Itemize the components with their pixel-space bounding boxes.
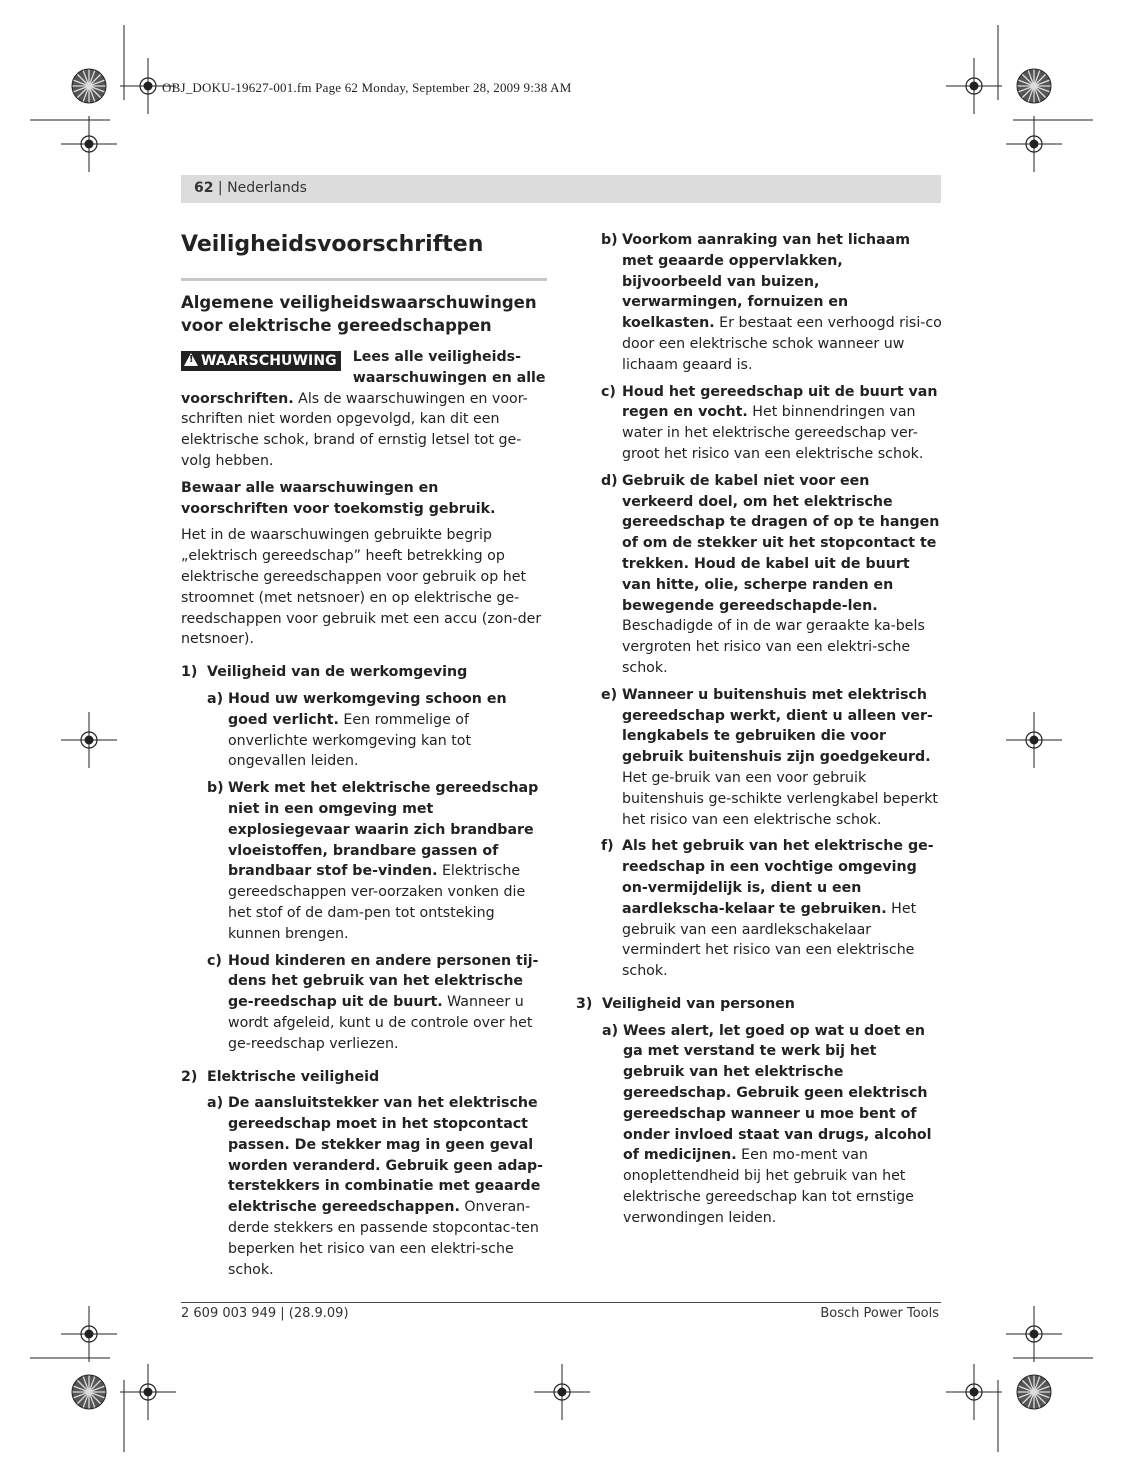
item-bold-text: Voorkom aanraking van het lichaam met geaarde oppervlakken, bijvoorbeeld van buizen, verwarmingen, fornuizen en koelkasten. [622, 232, 911, 332]
section-title: Elektrische veiligheid [207, 1068, 380, 1085]
section-1-heading [181, 662, 547, 683]
warning-paragraph [181, 347, 547, 472]
item-marker: b) [601, 232, 618, 248]
warning-body-text: Als de waarschuwingen en voor-schriften niet worden opgevolgd, kan dit een elektrische schok, brand of ernstig letsel tot ge-volg hebben. [181, 390, 528, 469]
item-text: Onveran-derde stekkers en passende stopcontac-ten beperken het risico van een elektri-sche schok. [228, 1199, 539, 1278]
item-bold-text: Wees alert, let goed op wat u doet en ga met verstand te werk bij het gebruik van het elektrische gereedschap. Gebruik geen elektrisch gereedschap wanneer u moe bent of onder invloed staat van drugs, alcohol of medicijnen. [623, 1022, 932, 1164]
warning-bold-text: Lees alle veiligheids-waarschuwingen en alle voorschriften. [181, 349, 546, 407]
list-item [576, 230, 942, 376]
right-column [576, 230, 942, 1235]
item-marker: a) [207, 1095, 224, 1112]
print-job-info: OBJ_DOKU-19627-001.fm Page 62 Monday, September 28, 2009 9:38 AM [162, 80, 572, 95]
item-text: Het ge-bruik van een voor gebruik buitenshuis ge-schikte verlengkabel beperkt het risico van een elektrische schok. [622, 769, 938, 828]
section-number: 3) [576, 995, 593, 1012]
section-title: Veiligheid van de werkomgeving [207, 664, 468, 681]
keep-instructions-notice: Bewaar alle waarschuwingen en voorschriften voor toekomstig gebruik. [181, 479, 496, 517]
item-marker: b) [207, 780, 224, 797]
section-3-heading [576, 994, 942, 1015]
list-item [576, 1021, 942, 1229]
list-item [576, 685, 942, 831]
item-bold-text: Als het gebruik van het elektrische ge-reedschap in een vochtige omgeving on-vermijdelijk is, dient u een aardlekscha-kelaar te gebruiken. [622, 838, 934, 917]
item-bold-text: Wanneer u buitenshuis met elektrisch gereedschap werkt, dient u alleen ver-lengkabels te gebruiken die voor gebruik buitenshuis zijn goedgekeurd. [622, 686, 933, 766]
item-text: Een rommelige of onverlichte werkomgeving kan tot ongevallen leiden. [228, 711, 472, 770]
page-title: Veiligheidsvoorschriften [181, 230, 547, 281]
list-item [181, 689, 547, 772]
warning-block [181, 347, 547, 472]
list-item [181, 778, 547, 944]
footer-brand: Bosch Power Tools [820, 1306, 939, 1321]
item-text: Een mo-ment van onoplettendheid bij het gebruik van het elektrische gereedschap kan tot ernstige verwondingen leiden. [623, 1147, 914, 1226]
section-number: 2) [181, 1068, 198, 1085]
item-bold-text: Houd uw werkomgeving schoon en goed verlicht. [228, 690, 507, 728]
footer-divider [181, 1302, 941, 1303]
list-item [576, 471, 942, 679]
item-text: Beschadigde of in de war geraakte ka-bels vergroten het risico van een elektri-sche schok. [622, 618, 925, 676]
item-text: Wanneer u wordt afgeleid, kunt u de controle over het ge-reedschap verliezen. [228, 994, 533, 1052]
item-bold-text: Werk met het elektrische gereedschap niet in een omgeving met explosiegevaar waarin zich brandbare vloeistoffen, brandbare gassen of brandbaar stof be-vinden. [228, 780, 539, 880]
header-language: Nederlands [227, 180, 307, 196]
item-bold-text: Gebruik de kabel niet voor een verkeerd doel, om het elektrische gereedschap te dragen of op te hangen of om de stekker uit het stopcontact te trekken. Houd de kabel uit de buurt van hitte, olie, scherpe randen en bewegende gereedschapde-len. [622, 472, 940, 614]
item-bold-text: De aansluitstekker van het elektrische gereedschap moet in het stopcontact passen. De stekker mag in geen geval worden veranderd. Gebruik geen adap-terstekkers in combinatie met geaarde elektrische gereedschappen. [228, 1095, 544, 1216]
item-marker: a) [602, 1022, 619, 1039]
section-2-heading [181, 1067, 547, 1088]
list-item [181, 951, 547, 1055]
item-text: Elektrische gereedschappen ver-oorzaken vonken die het stof of de dam-pen tot ontsteking kunnen brengen. [228, 863, 526, 942]
page-number: 62 [194, 180, 214, 196]
definition-paragraph: Het in de waarschuwingen gebruikte begrip „elektrisch gereedschap” heeft betrekking op elektrische gereedschappen voor gebruik op het stroomnet (met netsnoer) en op elektrische ge-reedschappen voor gebruik met een accu (zon-der netsnoer). [181, 527, 542, 648]
section-title: Veiligheid van personen [602, 995, 795, 1012]
item-bold-text: Houd het gereedschap uit de buurt van regen en vocht. [622, 383, 938, 421]
item-text: Het gebruik van een aardlekschakelaar vermindert het risico van een elektrische schok. [622, 900, 917, 980]
item-text: Er bestaat een verhoogd risi-co door een elektrische schok wanneer uw lichaam geaard is. [622, 315, 942, 373]
item-bold-text: Houd kinderen en andere personen tij-dens het gebruik van het elektrische ge-reedschap uit de buurt. [228, 952, 539, 1011]
item-marker: c) [601, 383, 616, 400]
warning-badge [181, 351, 341, 371]
list-item [181, 1093, 547, 1280]
item-marker: e) [601, 686, 618, 703]
section-number: 1) [181, 664, 198, 681]
item-marker: c) [207, 952, 222, 969]
list-item [576, 836, 942, 982]
item-marker: d) [601, 472, 618, 489]
warning-triangle-icon [184, 353, 198, 366]
footer-doc-number: 2 609 003 949 | (28.9.09) [181, 1306, 349, 1321]
item-marker: a) [207, 690, 224, 707]
list-item [576, 382, 942, 465]
section-subtitle: Algemene veiligheidswaarschuwingen voor elektrische gereedschappen [181, 293, 537, 335]
warning-badge-label: WAARSCHUWING [201, 353, 337, 369]
item-text: Het binnendringen van water in het elektrische gereedschap ver-groot het risico van een elektrische schok. [622, 404, 924, 462]
header-separator: | [213, 180, 228, 196]
page-header [181, 175, 941, 203]
left-column [181, 230, 547, 1286]
item-marker: f) [601, 838, 614, 855]
header-text [194, 180, 307, 196]
